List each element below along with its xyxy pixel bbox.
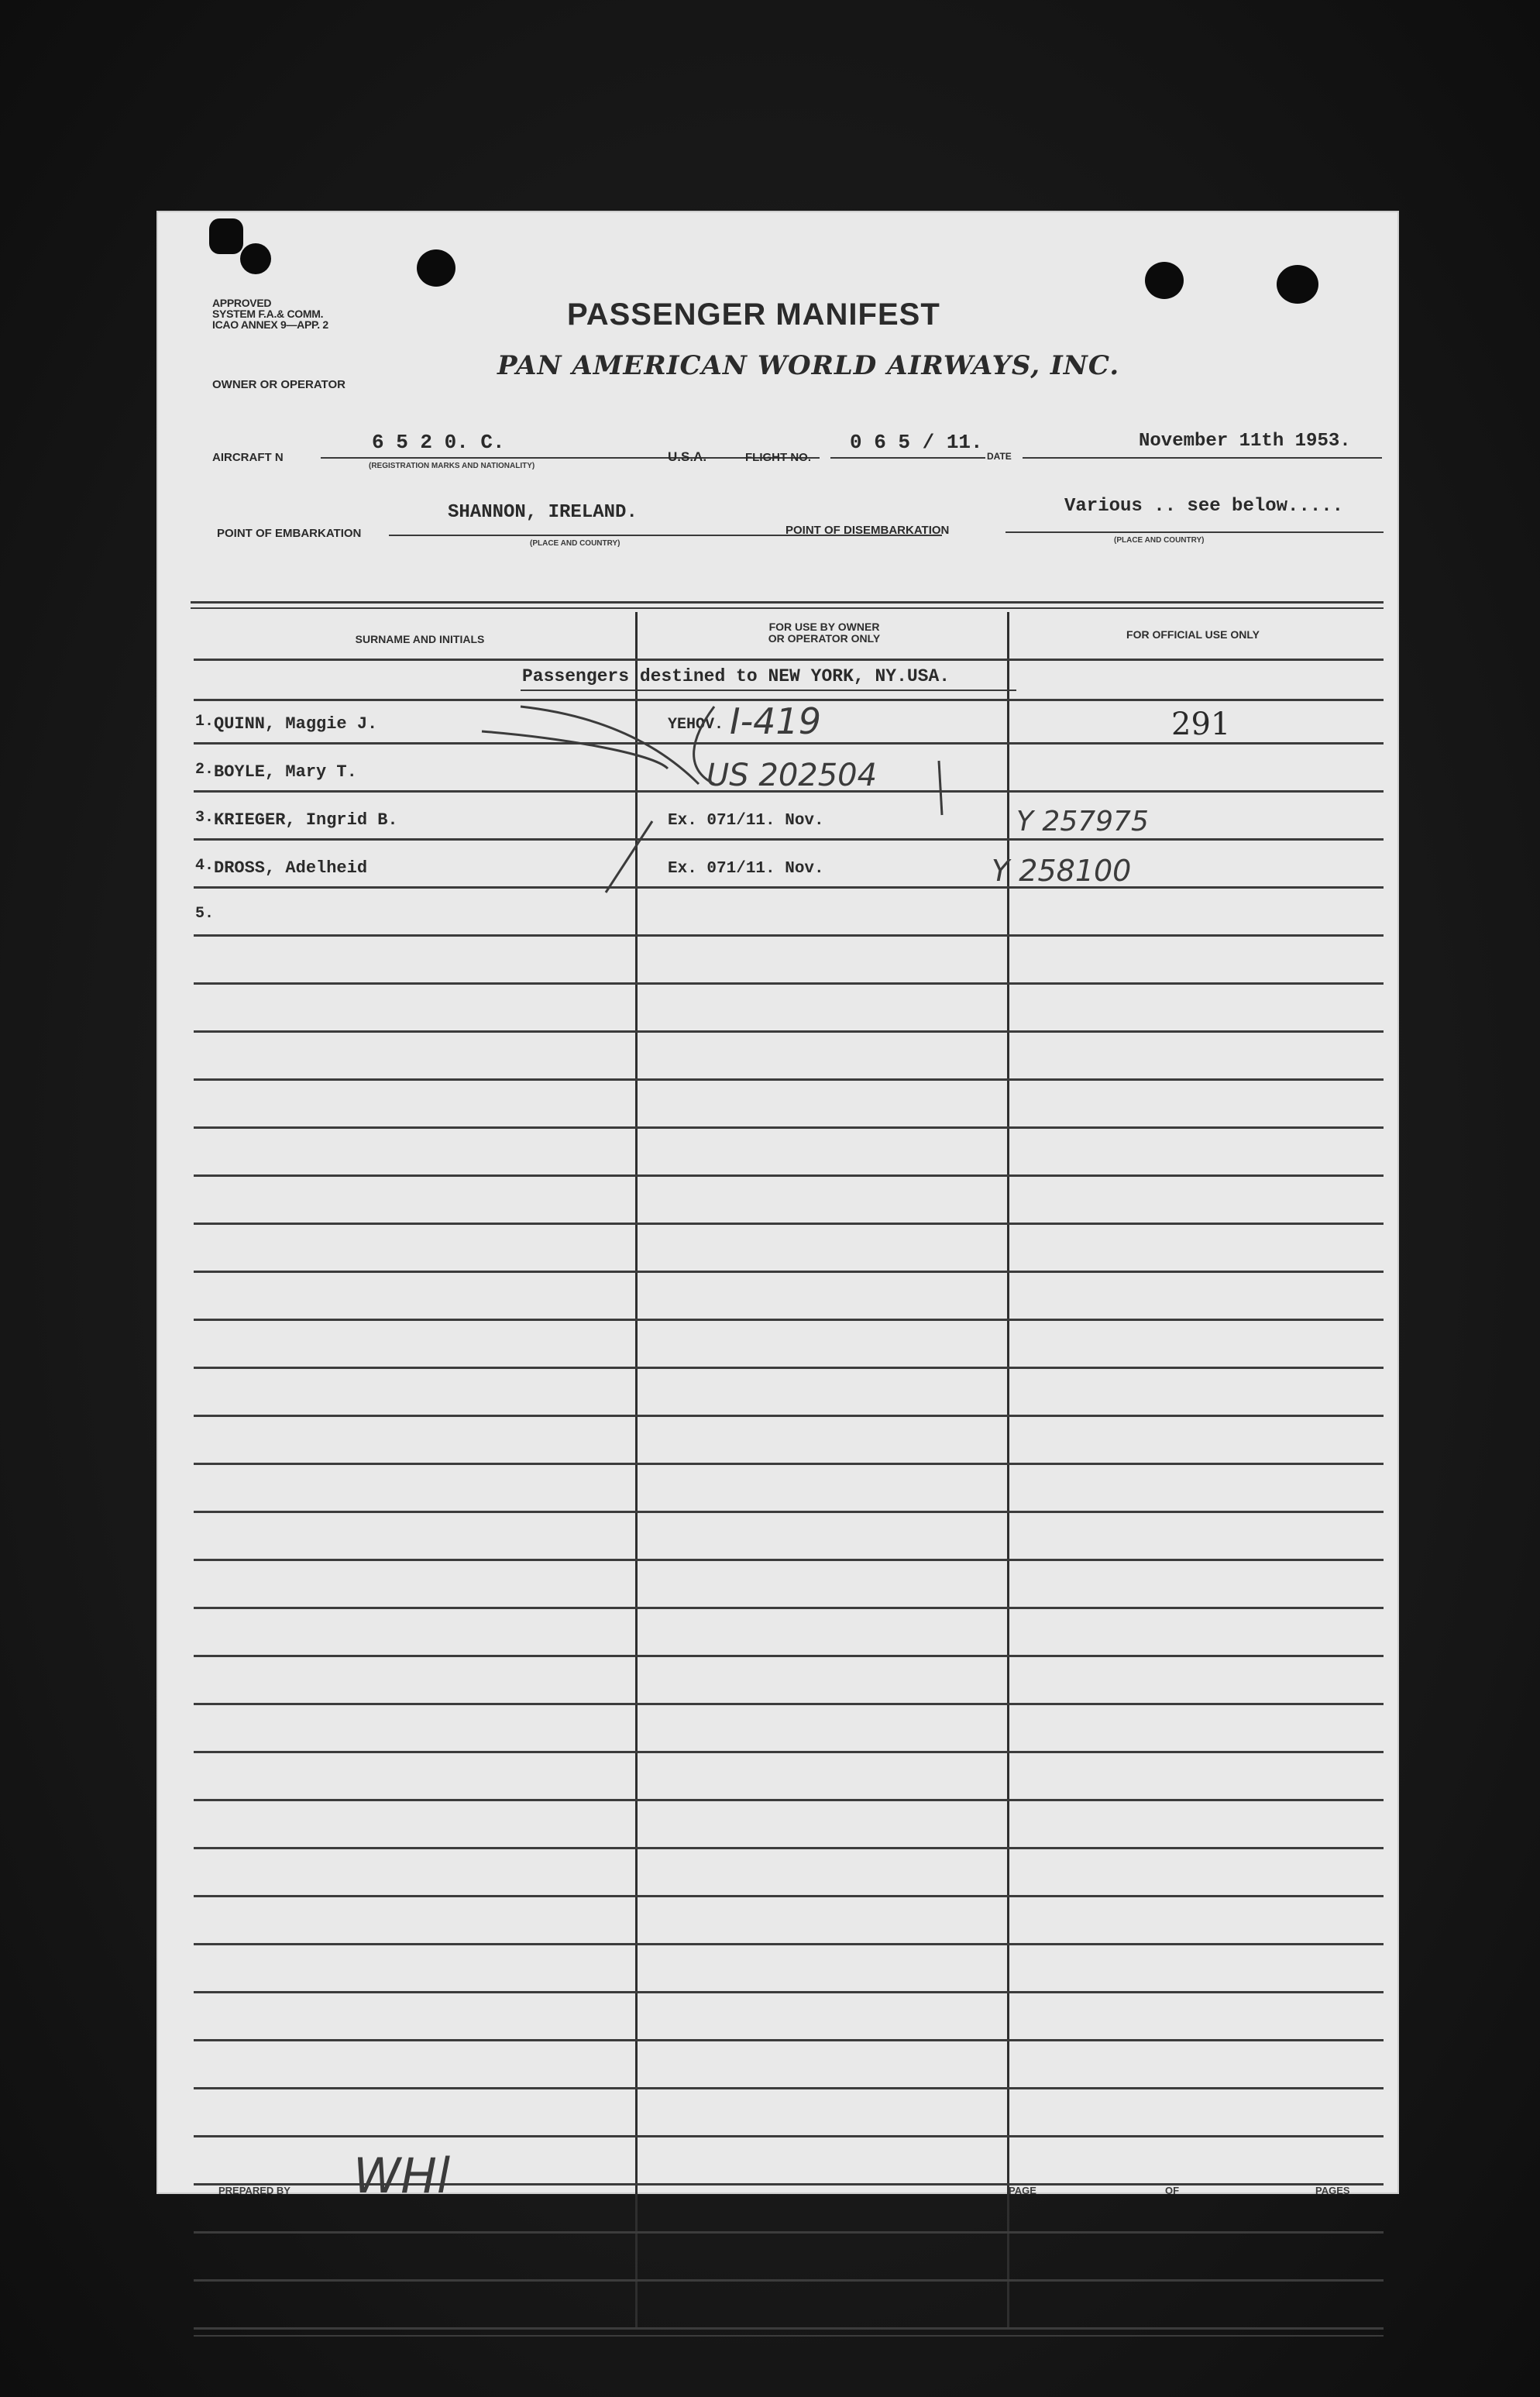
row-number: 3.	[195, 809, 215, 827]
aircraft-label: AIRCRAFT N	[212, 451, 284, 464]
operator-name: PAN AMERICAN WORLD AIRWAYS, INC.	[497, 350, 1120, 381]
pages-label: PAGES	[1315, 2185, 1350, 2196]
usa-label: U.S.A.	[668, 449, 707, 464]
handwritten-code: I-419	[730, 700, 821, 742]
operator-note: Ex. 071/11. Nov.	[668, 812, 824, 830]
passenger-name: BOYLE, Mary T.	[214, 762, 357, 782]
official-number: Y 257975	[1016, 806, 1149, 837]
embarkation-label: POINT OF EMBARKATION	[217, 527, 362, 540]
embarkation-value: SHANNON, IRELAND.	[448, 502, 638, 523]
official-number: 291	[1171, 707, 1231, 742]
col-header-line: OR OPERATOR ONLY	[768, 632, 881, 645]
disembarkation-sublabel: (PLACE AND COUNTRY)	[1114, 536, 1205, 545]
aircraft-value: 6 5 2 0. C.	[372, 431, 505, 454]
disembarkation-value: Various .. see below.....	[1064, 496, 1344, 517]
col-header-line: FOR USE BY OWNER	[768, 621, 880, 633]
embarkation-sublabel: (PLACE AND COUNTRY)	[530, 539, 620, 548]
handwritten-strokes	[156, 211, 1399, 2194]
passenger-name: KRIEGER, Ingrid B.	[214, 810, 398, 830]
approval-line: ICAO ANNEX 9—APP. 2	[212, 318, 328, 331]
row-number: 5.	[195, 905, 215, 923]
row-number: 1.	[195, 713, 215, 731]
operator-note: YEHOV.	[668, 716, 724, 734]
disembarkation-label: POINT OF DISEMBARKATION	[785, 524, 950, 537]
owner-label: OWNER OR OPERATOR	[212, 378, 345, 391]
page-label: PAGE	[1009, 2185, 1036, 2196]
passenger-name: DROSS, Adelheid	[214, 858, 368, 878]
col-header-official: FOR OFFICIAL USE ONLY	[1126, 628, 1260, 641]
handwritten-code: US 202504	[706, 758, 878, 793]
operator-note: Ex. 071/11. Nov.	[668, 860, 824, 878]
page-title: PASSENGER MANIFEST	[567, 297, 940, 332]
date-value: November 11th 1953.	[1139, 431, 1351, 452]
prepared-by-initials: WHl	[353, 2148, 451, 2204]
row-number: 2.	[195, 761, 215, 779]
approval-line: APPROVED	[212, 297, 272, 309]
registration-sublabel: (REGISTRATION MARKS AND NATIONALITY)	[369, 462, 535, 470]
passenger-name: QUINN, Maggie J.	[214, 714, 378, 734]
of-label: OF	[1165, 2185, 1180, 2196]
destination-note: Passengers destined to NEW YORK, NY.USA.	[522, 666, 950, 686]
approval-line: SYSTEM F.A.& COMM.	[212, 308, 324, 320]
date-label: DATE	[987, 451, 1012, 462]
official-number: Y 258100	[992, 854, 1132, 888]
manifest-sheet	[156, 211, 1399, 2204]
col-header-surname: SURNAME AND INITIALS	[355, 633, 485, 645]
flight-value: 0 6 5 / 11.	[850, 431, 983, 454]
flight-label: FLIGHT NO.	[745, 451, 811, 464]
prepared-by-label: PREPARED BY	[218, 2185, 290, 2196]
row-number: 4.	[195, 857, 215, 875]
